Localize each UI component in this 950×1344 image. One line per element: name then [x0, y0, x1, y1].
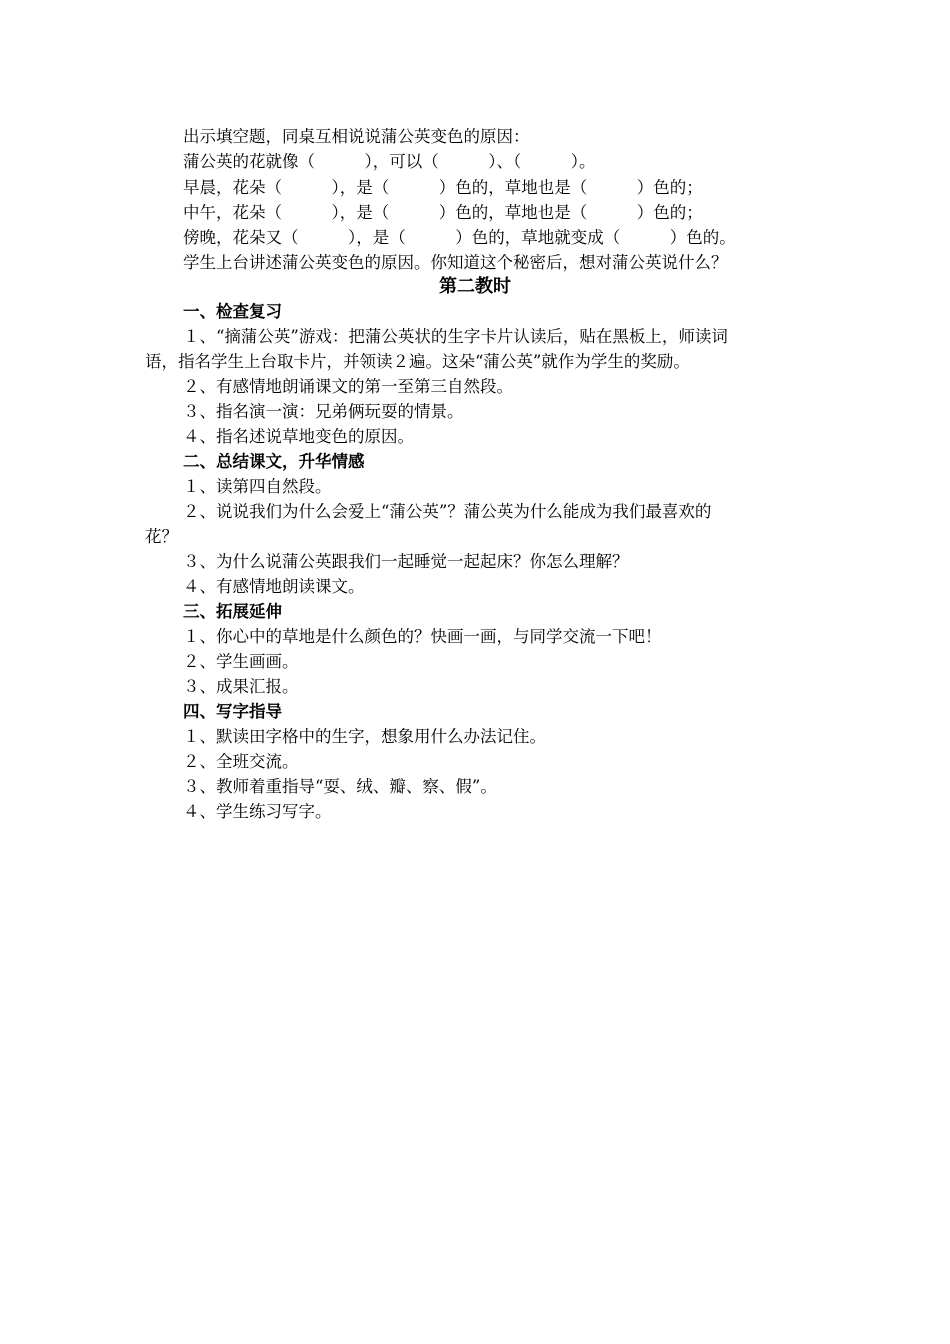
section-heading: 四、写字指导: [183, 702, 282, 721]
section-heading: 三、拓展延伸: [183, 602, 282, 621]
list-item: ２、说说我们为什么会爱上“蒲公英”？蒲公英为什么能成为我们最喜欢的: [183, 502, 712, 521]
list-item: ４、学生练习写字。: [183, 802, 332, 821]
list-item: ４、指名述说草地变色的原因。: [183, 427, 414, 446]
lesson-title: 第二教时: [439, 276, 511, 297]
list-item: ３、为什么说蒲公英跟我们一起睡觉一起起床？你怎么理解？: [183, 552, 629, 571]
list-item: ２、全班交流。: [183, 752, 299, 771]
section-heading: 一、检查复习: [183, 302, 282, 321]
fill-in-instruction: 出示填空题，同桌互相说说蒲公英变色的原因：: [183, 127, 530, 146]
fill-in-line: 早晨，花朵（ ），是（ ）色的，草地也是（ ）色的；: [183, 178, 703, 197]
list-item: ２、有感情地朗诵课文的第一至第三自然段。: [183, 377, 513, 396]
list-item-continuation: 语，指名学生上台取卡片，并领读２遍。这朵“蒲公英”就作为学生的奖励。: [145, 352, 690, 371]
list-item-continuation: 花？: [145, 527, 178, 546]
list-item: ３、指名演一演：兄弟俩玩耍的情景。: [183, 402, 464, 421]
list-item: ３、教师着重指导“耍、绒、瓣、察、假”。: [183, 777, 497, 796]
list-item: １、“摘蒲公英”游戏：把蒲公英状的生字卡片认读后，贴在黑板上，师读词: [183, 327, 728, 346]
list-item: ４、有感情地朗读课文。: [183, 577, 365, 596]
fill-in-line: 中午，花朵（ ），是（ ）色的，草地也是（ ）色的；: [183, 203, 703, 222]
paragraph: 学生上台讲述蒲公英变色的原因。你知道这个秘密后，想对蒲公英说什么？: [183, 253, 728, 272]
list-item: １、读第四自然段。: [183, 477, 332, 496]
list-item: ３、成果汇报。: [183, 677, 299, 696]
list-item: １、你心中的草地是什么颜色的？快画一画，与同学交流一下吧！: [183, 627, 662, 646]
section-heading: 二、总结课文，升华情感: [183, 452, 365, 471]
list-item: ２、学生画画。: [183, 652, 299, 671]
list-item: １、默读田字格中的生字，想象用什么办法记住。: [183, 727, 546, 746]
fill-in-line: 蒲公英的花就像（ ），可以（ ）、（ ）。: [183, 152, 596, 171]
fill-in-line: 傍晚，花朵又（ ），是（ ）色的，草地就变成（ ）色的。: [183, 228, 736, 247]
